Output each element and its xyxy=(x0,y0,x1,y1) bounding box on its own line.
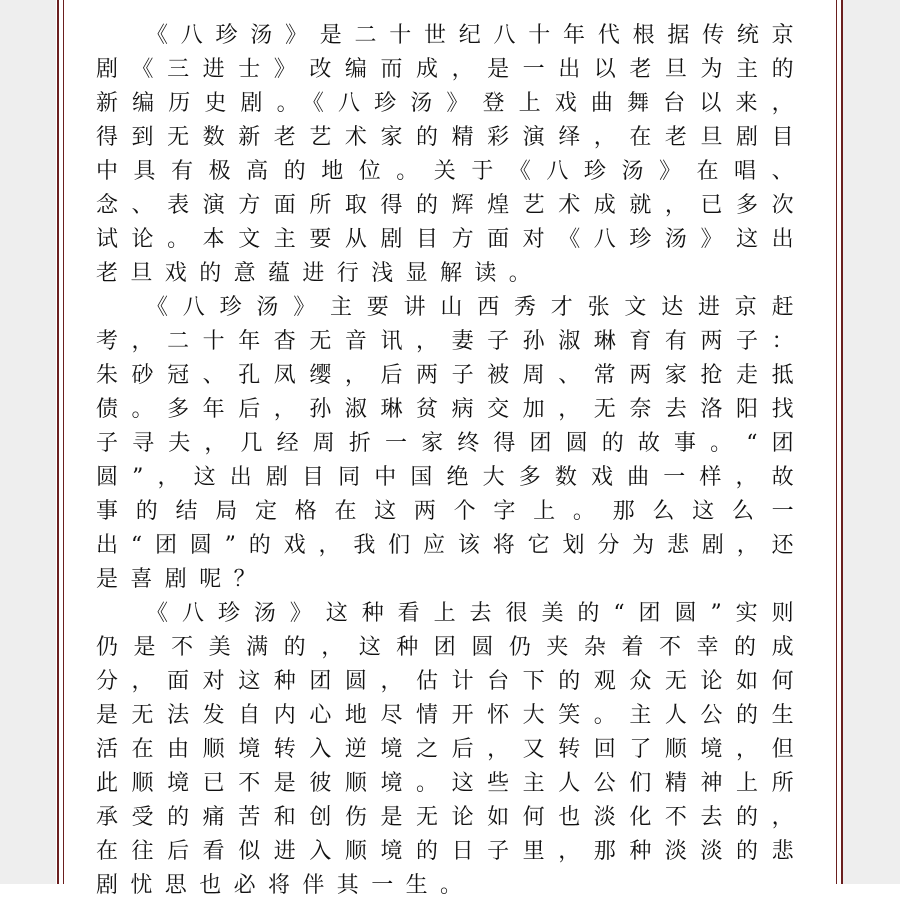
right-margin-band xyxy=(843,0,900,884)
paragraph-2: 《八珍汤》主要讲山西秀才张文达进京赶考，二十年杳无音讯，妻子孙淑琳育有两子：朱砂冠、孔凤缨，后两子被周、常两家抢走抵债。多年后，孙淑琳贫病交加，无奈去洛阳找子寻夫，几经周折一家终得团圆的故事。“团圆”，这出剧目同中国绝大多数戏曲一样，故事的结局定格在这两个字上。那么这么一出“团圆”的戏，我们应该将它划分为悲剧，还是喜剧呢？ xyxy=(96,295,806,592)
left-border-rule-outer xyxy=(57,0,59,884)
right-border-rule-inner xyxy=(836,0,837,884)
left-border-rule-inner xyxy=(63,0,64,884)
paragraph-1: 《八珍汤》是二十世纪八十年代根据传统京剧《三进士》改编而成，是一出以老旦为主的新编历史剧。《八珍汤》登上戏曲舞台以来，得到无数新老艺术家的精彩演绎，在老旦剧目中具有极高的地位。关于《八珍汤》在唱、念、表演方面所取得的辉煌艺术成就，已多次试论。本文主要从剧目方面对《八珍汤》这出老旦戏的意蕴进行浅显解读。 xyxy=(96,23,806,286)
left-margin-band xyxy=(0,0,56,884)
right-border-rule-outer xyxy=(841,0,843,884)
paragraph-3: 《八珍汤》这种看上去很美的“团圆”实则仍是不美满的，这种团圆仍夹杂着不幸的成分，面对这种团圆，估计台下的观众无论如何是无法发自内心地尽情开怀大笑。主人公的生活在由顺境转入逆境之后，又转回了顺境，但此顺境已不是彼顺境。这些主人公们精神上所承受的痛苦和创伤是无论如何也淡化不去的，在往后看似进入顺境的日子里，那种淡淡的悲剧忧思也必将伴其一生。 xyxy=(96,601,806,898)
article-body xyxy=(96,19,806,903)
